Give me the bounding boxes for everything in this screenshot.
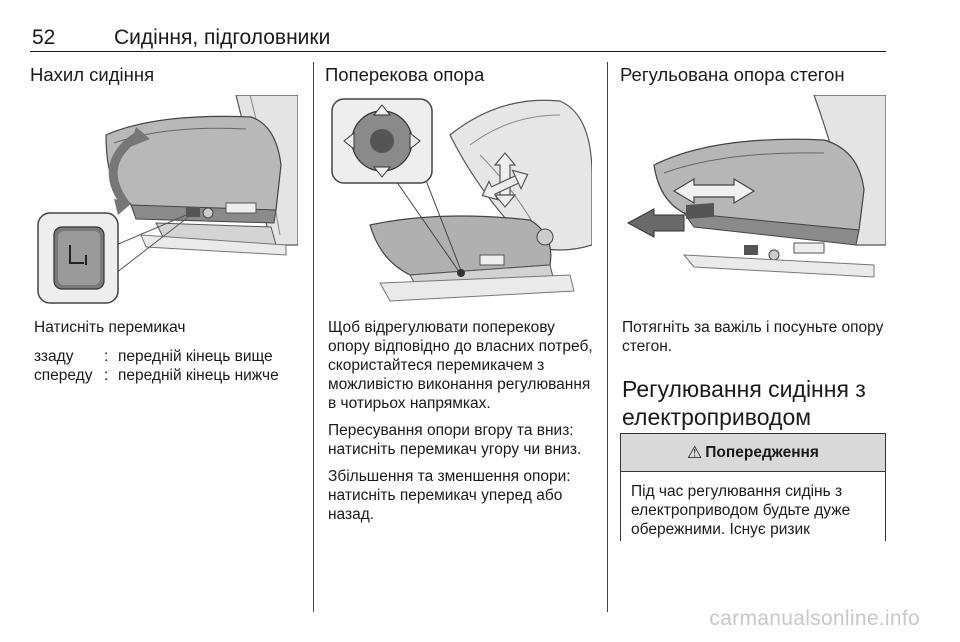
column-3-heading-wrap	[620, 60, 890, 86]
thigh-support-illustration	[624, 95, 886, 307]
power-seat-heading-wrap	[622, 375, 892, 431]
seat-tilt-heading: Нахил сидіння	[30, 64, 155, 85]
page-header	[30, 26, 886, 52]
paragraph: Збільшення та зменшення опори: натисніть перемикач уперед або назад.	[328, 468, 571, 523]
power-seat-heading: Регулювання сидіння з електроприводом	[622, 376, 866, 430]
page-number: 52	[32, 26, 56, 49]
seat-tilt-text	[34, 318, 304, 385]
paragraph: Щоб відрегулювати поперекову опору відповідно до власних потреб, скористайтеся перемикачем з можливістю виконання регулювання в чотирьох напрямках.	[328, 319, 593, 412]
watermark: carmanualsonline.info	[709, 607, 920, 630]
paragraph: Пересування опори вгору та вниз: натисніть перемикач угору чи вниз.	[328, 422, 582, 458]
warning-box	[620, 433, 886, 541]
warning-title: Попередження	[705, 443, 819, 461]
warning-body: Під час регулювання сидінь з електроприводом будьте дуже обережними. Існує ризик	[631, 483, 851, 538]
seat-tilt-illustration	[36, 95, 298, 307]
warning-header	[621, 434, 885, 472]
definition-term: спереду	[34, 367, 93, 384]
column-1-heading-wrap	[30, 60, 300, 86]
lumbar-support-heading: Поперекова опора	[325, 64, 485, 85]
page-title: Сидіння, підголовники	[114, 26, 331, 49]
thigh-support-heading: Регульована опора стегон	[620, 64, 845, 85]
thigh-support-text	[622, 318, 887, 364]
lumbar-support-illustration	[330, 95, 592, 307]
definition-row	[34, 366, 279, 385]
column-divider	[313, 62, 314, 612]
definition-separator: :	[104, 348, 109, 365]
definition-description: передній кінець вище	[118, 348, 273, 365]
warning-triangle-icon: ⚠	[687, 442, 703, 462]
definition-separator: :	[104, 367, 109, 384]
seat-tilt-definitions	[34, 347, 279, 385]
paragraph: Потягніть за важіль і посуньте опору стегон.	[622, 319, 884, 355]
definition-row	[34, 347, 279, 366]
column-2-heading-wrap	[325, 60, 595, 86]
lumbar-support-text	[328, 318, 598, 532]
definition-description: передній кінець нижче	[118, 367, 279, 384]
seat-tilt-intro: Натисніть перемикач	[34, 319, 186, 336]
definition-term: ззаду	[34, 348, 74, 365]
column-divider	[607, 62, 608, 612]
